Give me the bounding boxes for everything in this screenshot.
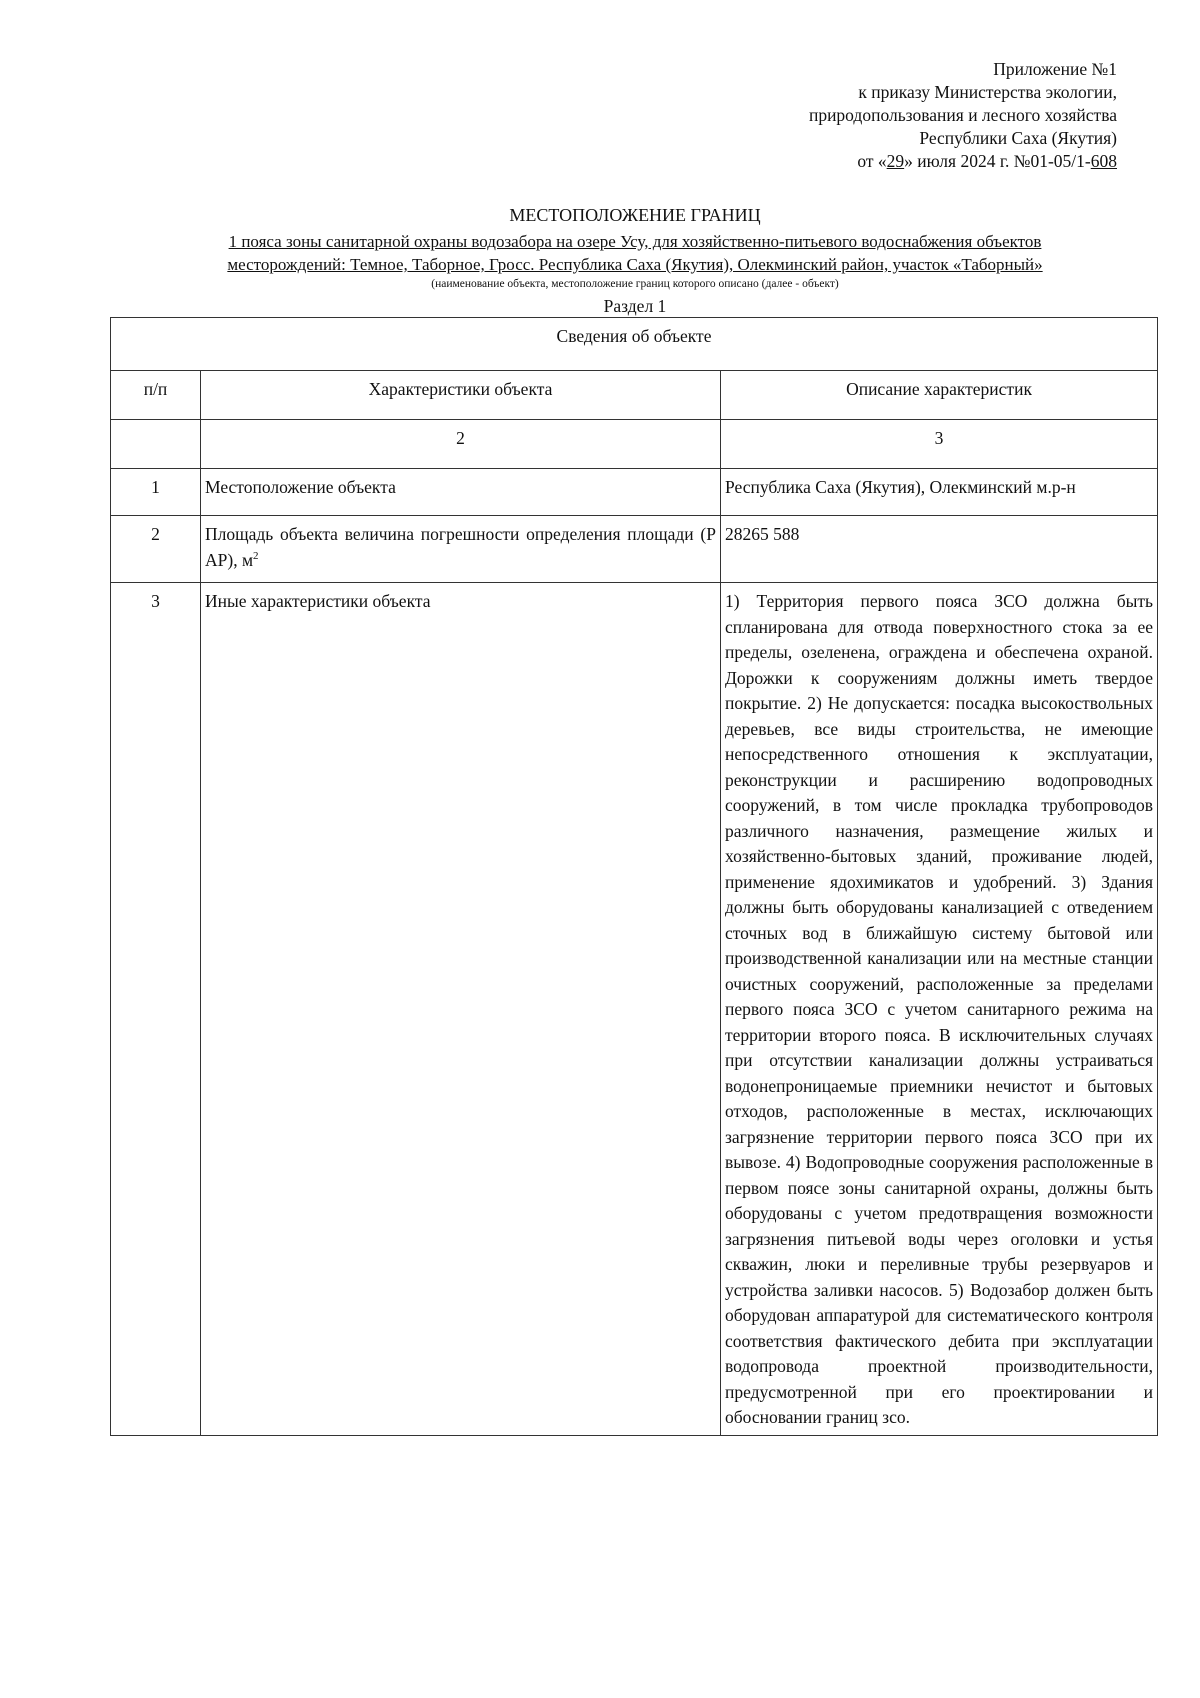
document-subtitle — [110, 230, 1160, 276]
subtitle-line-1: 1 пояса зоны санитарной охраны водозабора на озере Усу, для хозяйственно-питьевого водоснабжения объектов — [228, 232, 1042, 251]
document-title: МЕСТОПОЛОЖЕНИЕ ГРАНИЦ — [509, 205, 761, 225]
column-header-num: п/п — [111, 371, 201, 420]
column-number-empty — [111, 420, 201, 469]
column-number-3: 3 — [721, 420, 1158, 469]
row-number: 3 — [111, 583, 201, 1436]
table-row — [111, 516, 1158, 583]
order-number: 608 — [1090, 151, 1117, 171]
subtitle-caption: (наименование объекта, местоположение границ которого описано (далее - объект) — [431, 278, 839, 290]
date-middle: » июля 2024 г. №01-05/1- — [904, 151, 1091, 171]
table-row — [111, 583, 1158, 1436]
date-day: 29 — [886, 151, 905, 171]
area-label: Площадь объекта величина погрешности определения площади (Р АР), м — [205, 524, 716, 570]
row-characteristic: Иные характеристики объекта — [201, 583, 721, 1436]
date-prefix: от « — [857, 151, 887, 171]
row-description: 1) Территория первого пояса ЗСО должна быть спланирована для отвода поверхностного стока за ее пределы, озеленена, ограждена и обеспечена охраной. Дорожки к сооружениям должны иметь твердое покрытие. 2) Не допускается: посадка высокоствольных деревьев, все виды строительства, не имеющие непосредственного отношения к эксплуатации, реконструкции и расширению водопроводных сооружений, в том числе прокладка трубопроводов различного назначения, размещение жилых и хозяйственно-бытовых зданий, проживание людей, применение ядохимикатов и удобрений. 3) Здания должны быть оборудованы канализацией с отведением сточных вод в ближайшую систему бытовой или производственной канализации или на местные станции очистных сооружений, расположенные за пределами первого пояса ЗСО с учетом санитарного режима на территории второго пояса. В исключительных случаях при отсутствии канализации должны устраиваться водонепроницаемые приемники нечистот и бытовых отходов, расположенные в местах, исключающих загрязнение территории первого пояса ЗСО при их вывозе. 4) Водопроводные сооружения расположенные в первом поясе зоны санитарной охраны, должны быть оборудованы с учетом предотвращения возможности загрязнения питьевой воды через оголовки и устья скважин, люки и переливные трубы резервуаров и устройства заливки насосов. 5) Водозабор должен быть оборудован аппаратурой для систематического контроля соответствия фактического дебита при эксплуатации водопровода проектной производительности, предусмотренной при его проектировании и обосновании границ зсо. — [721, 583, 1158, 1436]
object-info-table — [110, 317, 1158, 1436]
row-characteristic: Местоположение объекта — [201, 469, 721, 516]
appendix-line-2: к приказу Министерства экологии, — [858, 82, 1117, 102]
table-header-row — [111, 318, 1158, 371]
appendix-line-1: Приложение №1 — [993, 59, 1117, 79]
appendix-line-3: природопользования и лесного хозяйства — [808, 105, 1117, 125]
column-header-description: Описание характеристик — [721, 371, 1158, 420]
row-characteristic — [201, 516, 721, 583]
appendix-line-4: Республики Саха (Якутия) — [919, 128, 1117, 148]
area-unit-superscript: 2 — [253, 549, 259, 562]
appendix-block — [809, 58, 1117, 173]
table-column-header-row — [111, 371, 1158, 420]
row-description: 28265 588 — [721, 516, 1158, 583]
appendix-date-line — [809, 150, 1117, 173]
section-title: Раздел 1 — [603, 296, 667, 316]
table-column-number-row — [111, 420, 1158, 469]
row-number: 2 — [111, 516, 201, 583]
column-header-characteristics: Характеристики объекта — [201, 371, 721, 420]
row-number: 1 — [111, 469, 201, 516]
column-number-2: 2 — [201, 420, 721, 469]
table-row — [111, 469, 1158, 516]
subtitle-line-2: месторождений: Темное, Таборное, Гросс. Республика Саха (Якутия), Олекминский район, участок «Таборный» — [227, 255, 1043, 274]
table-header: Сведения об объекте — [111, 318, 1158, 371]
row-description: Республика Саха (Якутия), Олекминский м.р-н — [721, 469, 1158, 516]
